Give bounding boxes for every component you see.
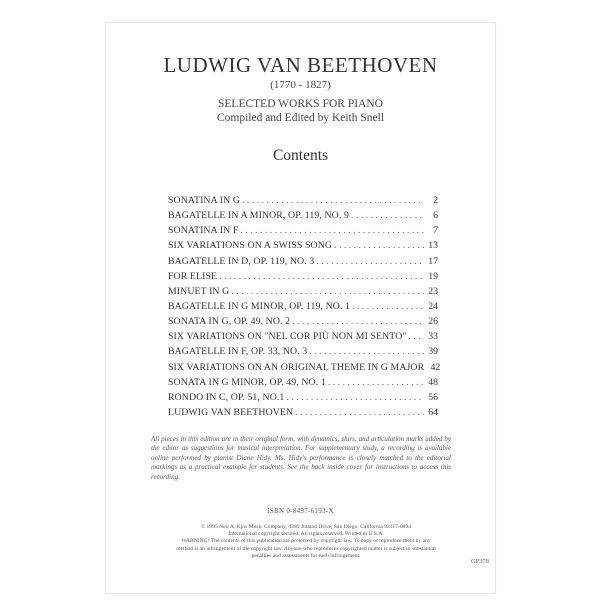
- dot-leader: [231, 284, 424, 299]
- dot-leader: [316, 254, 424, 269]
- toc-title: BAGATELLE IN A MINOR, OP. 119, NO. 9: [168, 210, 349, 222]
- dot-leader: [408, 329, 424, 344]
- dot-leader: [286, 390, 424, 405]
- toc-entry: [168, 360, 441, 375]
- toc-entry: [168, 193, 438, 208]
- toc-entry: [168, 299, 438, 314]
- isbn: ISBN 0-8497-6193-X: [267, 507, 334, 515]
- toc-entry: [168, 269, 438, 284]
- toc-title: SIX VARIATIONS ON AN ORIGINAL THEME IN G MAJOR: [168, 361, 425, 373]
- toc-page: 2: [433, 195, 438, 206]
- toc-title: SIX VARIATIONS ON "NEL COR PIÙ NON MI SENTO": [168, 331, 407, 343]
- toc-entry: [168, 375, 438, 390]
- dot-leader: [240, 223, 424, 238]
- editor-credit: Compiled and Edited by Keith Snell: [216, 112, 385, 124]
- dot-leader: [352, 299, 424, 314]
- toc-entry: [168, 405, 438, 420]
- toc-page: 24: [428, 300, 438, 312]
- toc-title: RONDO IN C, OP. 51, NO.1: [168, 391, 285, 403]
- copyright-line: International copyright secured. All rights reserved. Printed in U.S.A.: [228, 531, 384, 538]
- dot-leader: [309, 344, 424, 359]
- toc-title: BAGATELLE IN G MINOR, OP. 119, NO. 1: [168, 300, 351, 312]
- copyright-warning: WARNING! The contents of this publication are protected by copyright law. To copy or reproduce them by any method is an infringement of the copyright law. Anyone who reproduces copyrighted matter is subject to substantial penalties and assessments for each infringement.: [176, 538, 436, 559]
- toc-page: 19: [428, 270, 438, 282]
- collection-subtitle: SELECTED WORKS FOR PIANO: [218, 98, 383, 110]
- dot-leader: [219, 269, 424, 284]
- dot-leader: [351, 208, 424, 223]
- table-of-contents: [168, 193, 441, 420]
- toc-page: 39: [428, 346, 438, 358]
- dot-leader: [292, 314, 424, 329]
- editorial-note: All pieces in this edition are in their original form, with dynamics, slurs, and articulation marks added by the editor as suggestions for musical interpretation. For supplementary study, a recording is available online performed by pianist Diane Hidy. Ms. Hidy's performance is closely matched to the editorial markings as a practical example for students. See the back inside cover for instructions to access this recording.: [151, 435, 451, 481]
- composer-dates: (1770 - 1827): [270, 79, 331, 91]
- toc-entry: [168, 284, 438, 299]
- toc-page: 23: [428, 285, 438, 297]
- copyright-notice: [176, 524, 436, 560]
- toc-title: BAGATELLE IN D, OP. 119, NO. 3: [168, 255, 315, 267]
- composer-title: LUDWIG VAN BEETHOVEN: [163, 53, 438, 77]
- toc-page: 13: [428, 240, 438, 252]
- toc-title: FOR ELISE: [168, 270, 218, 282]
- toc-title: SONATINA IN F: [168, 225, 239, 237]
- toc-title: SONATINA IN G: [168, 195, 241, 206]
- copyright-line: © 1995 Neil A. Kjos Music Company, 4380 Jutland Drive, San Diego, California 92117-0894: [200, 524, 412, 530]
- toc-page: 42: [430, 361, 441, 373]
- toc-page: 6: [433, 210, 438, 222]
- toc-entry: [168, 254, 438, 269]
- dot-leader: [328, 375, 424, 390]
- toc-page: 26: [428, 316, 438, 328]
- dot-leader: [334, 238, 424, 253]
- toc-page: 17: [428, 255, 438, 267]
- contents-heading: Contents: [272, 147, 329, 164]
- toc-page: 64: [428, 406, 438, 418]
- toc-entry: [168, 208, 438, 223]
- toc-title: SIX VARIATIONS ON A SWISS SONG: [168, 240, 333, 252]
- toc-page: 33: [428, 331, 438, 343]
- toc-entry: [168, 238, 438, 253]
- toc-title: BAGATELLE IN F, OP. 33, NO. 3: [168, 346, 308, 358]
- toc-entry: [168, 314, 438, 329]
- toc-title: SONATA IN G MINOR, OP. 49, NO. 1: [168, 376, 326, 388]
- toc-title: MINUET IN G: [168, 285, 230, 297]
- toc-page: 48: [428, 376, 438, 388]
- toc-entry: [168, 223, 438, 238]
- toc-page: 56: [428, 391, 438, 403]
- toc-title: LUDWIG VAN BEETHOVEN: [168, 406, 294, 418]
- dot-leader: [295, 405, 424, 420]
- toc-entry: [168, 329, 438, 344]
- book-page: [105, 22, 496, 594]
- toc-entry: [168, 344, 438, 359]
- toc-title: SONATA IN G, OP. 49, NO. 2: [168, 316, 291, 328]
- toc-page: 7: [433, 225, 438, 237]
- toc-entry: [168, 390, 438, 405]
- dot-leader: [242, 193, 424, 208]
- catalog-code: GP378: [470, 558, 489, 565]
